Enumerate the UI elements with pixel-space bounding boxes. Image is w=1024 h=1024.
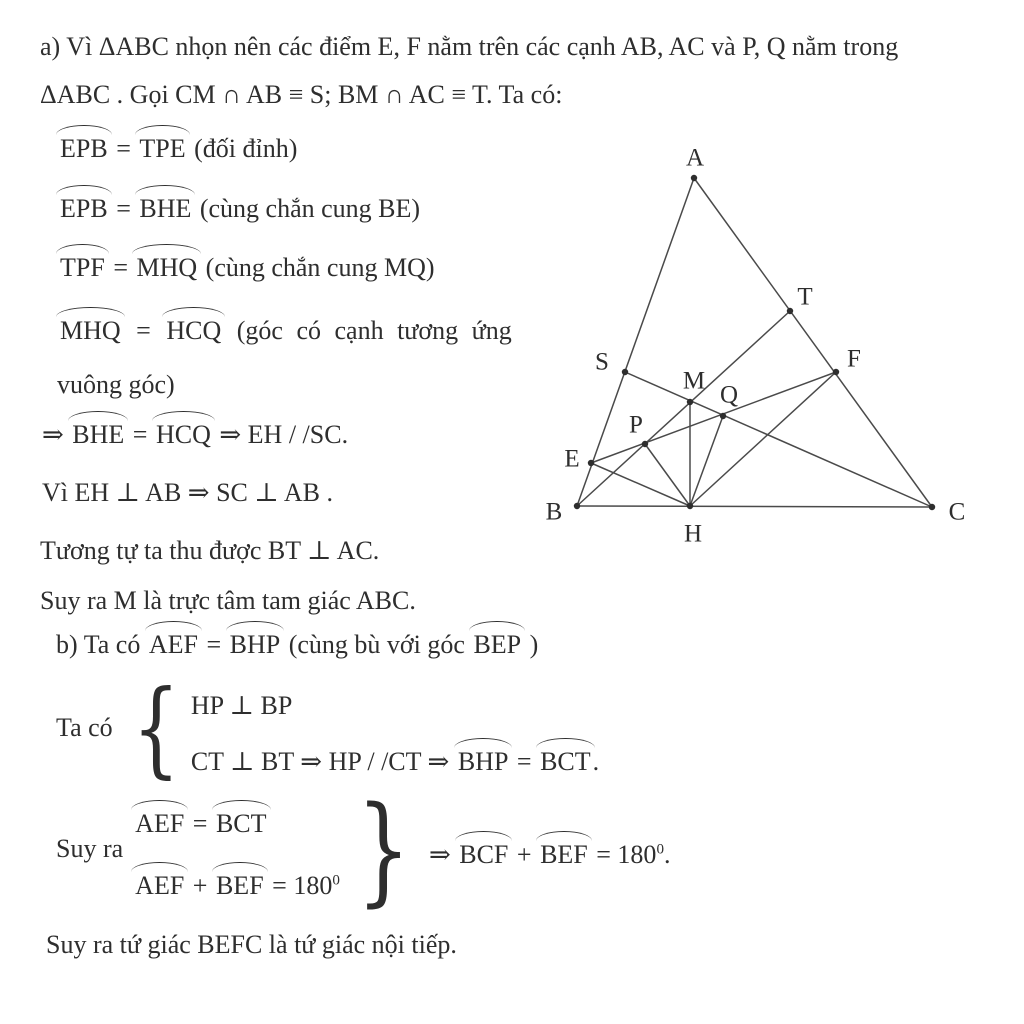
- point-dot-S: [622, 369, 628, 375]
- system-ta-co-label: [56, 713, 123, 743]
- math-text: Vì EH ⊥ AB ⇒ SC ⊥ AB .: [42, 478, 334, 507]
- point-label-H: H: [683, 520, 703, 548]
- math-text: Suy ra tứ giác BEFC là tứ giác nội tiếp.: [46, 930, 457, 959]
- math-text: =: [186, 809, 214, 838]
- math-text: ⇒: [428, 840, 458, 869]
- math-text: ): [523, 630, 539, 659]
- system-suy-ra-row-2: [133, 859, 340, 901]
- point-dot-T: [787, 308, 793, 314]
- angle-bct: BCT: [215, 809, 267, 838]
- conclusion-line: [46, 918, 457, 960]
- system-ta-co-row-2: [191, 735, 599, 777]
- angle-bef: BEF: [215, 871, 264, 900]
- segment-AC: [694, 178, 932, 507]
- math-text: =: [106, 253, 135, 282]
- point-dot-P: [642, 441, 648, 447]
- angle-bef: BEF: [540, 840, 588, 869]
- point-label-E: E: [564, 445, 580, 473]
- angle-epb: EPB: [60, 134, 108, 163]
- point-dot-B: [574, 503, 580, 509]
- system-ta-co: [56, 667, 600, 789]
- part-b-line-1: [56, 618, 538, 660]
- angle-bep: BEP: [473, 630, 522, 659]
- point-label-T: T: [797, 283, 813, 311]
- math-text: = 180: [589, 840, 657, 869]
- math-text: =: [109, 134, 138, 163]
- math-text: =: [199, 630, 228, 659]
- segment-BT: [577, 311, 790, 506]
- point-dot-A: [691, 175, 697, 181]
- angle-epb: EPB: [60, 194, 108, 223]
- angle-mhq: MHQ: [60, 316, 121, 345]
- geometry-diagram: [535, 140, 995, 565]
- segment-AB: [577, 178, 694, 506]
- equation-vuong-goc-line-2: [57, 358, 175, 400]
- equation-cung-chan-cung-mq: [58, 241, 435, 283]
- angle-tpe: TPE: [139, 134, 186, 163]
- part-a-intro-line-2: [40, 68, 562, 110]
- angle-aef: AEF: [148, 630, 198, 659]
- angle-tpf: TPF: [60, 253, 105, 282]
- line-vi-eh-vuong-ab: [42, 466, 333, 508]
- point-dot-E: [588, 460, 594, 466]
- math-text: Ta có: [56, 713, 113, 742]
- system-suy-ra-rows: [133, 797, 340, 901]
- angle-bct: BCT: [540, 747, 591, 776]
- math-text: a) Vì ΔABC nhọn nên các điểm E, F nằm trên các cạnh AB, AC và P, Q nằm trong: [40, 32, 899, 61]
- point-label-P: P: [629, 411, 643, 439]
- math-text: HP ⊥ BP: [190, 691, 293, 720]
- system-ta-co-rows: [191, 679, 599, 777]
- math-text: = 180: [265, 871, 333, 900]
- math-text: Suy ra: [56, 834, 124, 863]
- math-text: =: [109, 194, 138, 223]
- system-suy-ra-row-1: [133, 797, 340, 839]
- point-dot-H: [687, 503, 693, 509]
- math-text: .: [663, 840, 671, 869]
- point-label-C: C: [948, 498, 966, 526]
- math-text: =: [510, 747, 539, 776]
- equation-cung-chan-cung-be: [58, 182, 420, 224]
- math-text: =: [122, 316, 165, 345]
- superscript: 0: [332, 872, 340, 889]
- system-ta-co-row-1: [191, 679, 599, 721]
- math-text: (góc có cạnh tương ứng: [223, 316, 512, 345]
- math-text: +: [510, 840, 539, 869]
- system-suy-ra-label: [56, 834, 133, 864]
- angle-hcq: HCQ: [155, 420, 211, 449]
- point-label-B: B: [545, 498, 563, 526]
- point-dot-Q: [720, 413, 726, 419]
- point-label-Q: Q: [719, 381, 739, 409]
- open-brace: {: [131, 667, 180, 789]
- segment-QH: [690, 416, 723, 506]
- segment-FH: [690, 372, 836, 506]
- segment-BC: [577, 506, 932, 507]
- math-text: ⇒ EH / /SC.: [212, 420, 349, 449]
- point-label-F: F: [847, 345, 861, 373]
- point-label-S: S: [595, 348, 609, 376]
- point-label-M: M: [682, 367, 706, 395]
- point-dot-C: [929, 504, 935, 510]
- math-text: b) Ta có: [56, 630, 147, 659]
- segment-SC: [625, 372, 932, 507]
- point-dot-M: [687, 399, 693, 405]
- math-text: Suy ra M là trực tâm tam giác ABC.: [40, 586, 416, 615]
- point-label-A: A: [685, 144, 705, 172]
- math-text: (cùng chắn cung MQ): [199, 253, 435, 282]
- angle-bhe: BHE: [72, 420, 125, 449]
- close-brace: }: [356, 780, 411, 918]
- angle-mhq: MHQ: [136, 253, 198, 282]
- math-text: .: [592, 747, 600, 776]
- point-dot-F: [833, 369, 839, 375]
- angle-aef: AEF: [135, 809, 185, 838]
- angle-bhp: BHP: [229, 630, 281, 659]
- part-a-intro-line-1: [40, 20, 898, 62]
- superscript: 0: [656, 841, 664, 858]
- angle-bhp: BHP: [457, 747, 509, 776]
- line-tuong-tu-bt-ac: [40, 524, 379, 566]
- equation-doi-dinh: [58, 122, 297, 164]
- angle-bcf: BCF: [459, 840, 509, 869]
- angle-bhe: BHE: [139, 194, 192, 223]
- math-text: ΔABC . Gọi CM ∩ AB ≡ S; BM ∩ AC ≡ T. Ta có:: [40, 80, 563, 109]
- math-text: ⇒: [42, 420, 71, 449]
- equation-suy-ra-eh-sc: [42, 408, 348, 450]
- math-text: (cùng chắn cung BE): [193, 194, 421, 223]
- math-text: CT ⊥ BT ⇒ HP / /CT ⇒: [190, 747, 456, 776]
- math-text: vuông góc): [57, 370, 175, 399]
- math-text: (cùng bù với góc: [282, 630, 472, 659]
- system-suy-ra-result: [429, 828, 671, 870]
- angle-hcq: HCQ: [166, 316, 222, 345]
- math-text: (đối đỉnh): [187, 134, 298, 163]
- math-text: =: [126, 420, 154, 449]
- line-m-truc-tam: [40, 574, 416, 616]
- angle-aef: AEF: [135, 871, 185, 900]
- equation-vuong-goc-line-1: [58, 304, 512, 346]
- math-text: Tương tự ta thu được BT ⊥ AC.: [40, 536, 380, 565]
- system-suy-ra: [56, 780, 671, 918]
- math-text: +: [186, 871, 214, 900]
